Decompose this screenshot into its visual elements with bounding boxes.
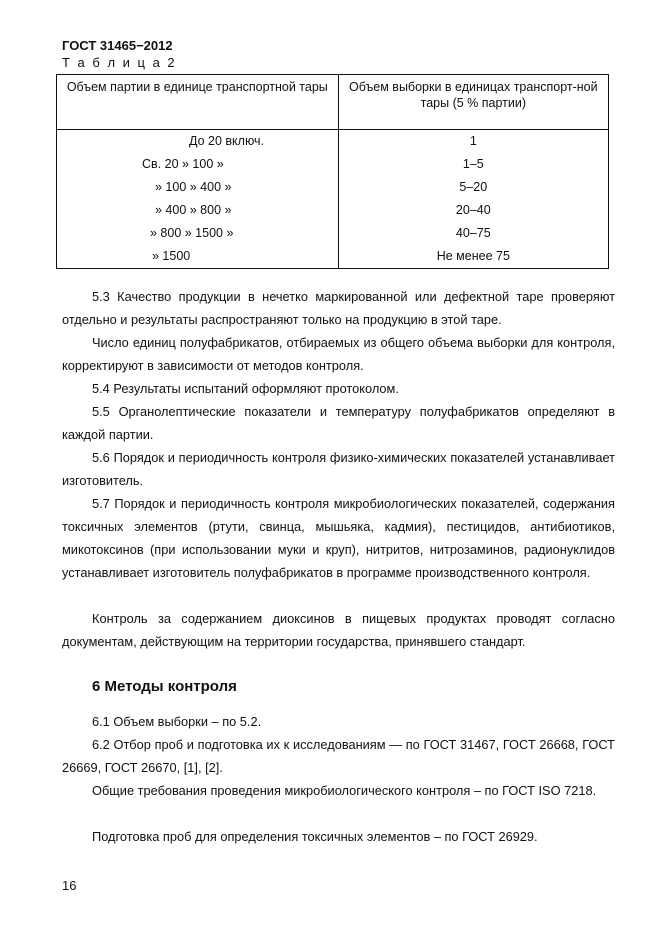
table-cell-sample: Не менее 75 bbox=[338, 245, 608, 269]
table-cell-lot: » 800 » 1500 » bbox=[57, 222, 339, 245]
paragraph-5-4: 5.4 Результаты испытаний оформляют протоколом. bbox=[92, 381, 399, 396]
paragraph-dioxins: Контроль за содержанием диоксинов в пищевых продуктах проводят согласно документам, действующим на территории государства, принявшего стандарт. bbox=[62, 611, 615, 649]
table-row bbox=[57, 222, 609, 245]
table-cell-lot: До 20 включ. bbox=[57, 130, 339, 154]
paragraph-6-1: 6.1 Объем выборки – по 5.2. bbox=[92, 714, 262, 729]
paragraph-microbio: Общие требования проведения микробиологического контроля – по ГОСТ ISO 7218. bbox=[92, 783, 597, 798]
table-caption: Т а б л и ц а 2 bbox=[62, 55, 177, 70]
paragraph-6-2: 6.2 Отбор проб и подготовка их к исследованиям — по ГОСТ 31467, ГОСТ 26668, ГОСТ 26669, ГОСТ 26670, [1], [2]. bbox=[62, 737, 615, 775]
paragraph-5-5: 5.5 Органолептические показатели и температуру полуфабрикатов определяют в каждой партии. bbox=[62, 404, 615, 442]
sample-size-table bbox=[56, 74, 609, 269]
table-header-row bbox=[57, 75, 609, 130]
table-cell-lot: » 400 » 800 » bbox=[57, 199, 339, 222]
table-header-sample-size: Объем выборки в единицах транспорт-ной тары (5 % партии) bbox=[338, 75, 608, 130]
table-cell-sample: 5–20 bbox=[338, 176, 608, 199]
table-cell-sample: 20–40 bbox=[338, 199, 608, 222]
table-row bbox=[57, 130, 609, 154]
table-cell-sample: 1 bbox=[338, 130, 608, 154]
table-cell-lot: Св. 20 » 100 » bbox=[57, 153, 339, 176]
paragraph-5-6: 5.6 Порядок и периодичность контроля физико-химических показателей устанавливает изготовитель. bbox=[62, 450, 615, 488]
paragraph-5-7: 5.7 Порядок и периодичность контроля микробиологических показателей, содержания токсичных элементов (ртути, свинца, мышьяка, кадмия), пестицидов, антибиотиков, микотоксинов (при использовании муки и круп), нитритов, нитрозаминов, радионуклидов устанавливает изготовитель полуфабрикатов в программе производственного контроля. bbox=[62, 496, 615, 580]
page-number: 16 bbox=[62, 878, 77, 893]
table-cell-lot: » 1500 bbox=[57, 245, 339, 269]
document-code: ГОСТ 31465−2012 bbox=[62, 38, 173, 53]
table-row bbox=[57, 153, 609, 176]
paragraph-sample-count: Число единиц полуфабрикатов, отбираемых из общего объема выборки для контроля, корректируют в зависимости от методов контроля. bbox=[62, 335, 615, 373]
table-cell-sample: 40–75 bbox=[338, 222, 608, 245]
table-cell-lot: » 100 » 400 » bbox=[57, 176, 339, 199]
paragraph-5-3: 5.3 Качество продукции в нечетко маркированной или дефектной таре проверяют отдельно и результаты распространяют только на продукцию в этой таре. bbox=[62, 289, 615, 327]
table-row bbox=[57, 199, 609, 222]
paragraph-toxic: Подготовка проб для определения токсичных элементов – по ГОСТ 26929. bbox=[92, 829, 538, 844]
table-row bbox=[57, 245, 609, 269]
section-6-heading: 6 Методы контроля bbox=[92, 678, 237, 695]
table-cell-sample: 1–5 bbox=[338, 153, 608, 176]
table-row bbox=[57, 176, 609, 199]
table-header-lot-size: Объем партии в единице транспортной тары bbox=[57, 75, 339, 130]
